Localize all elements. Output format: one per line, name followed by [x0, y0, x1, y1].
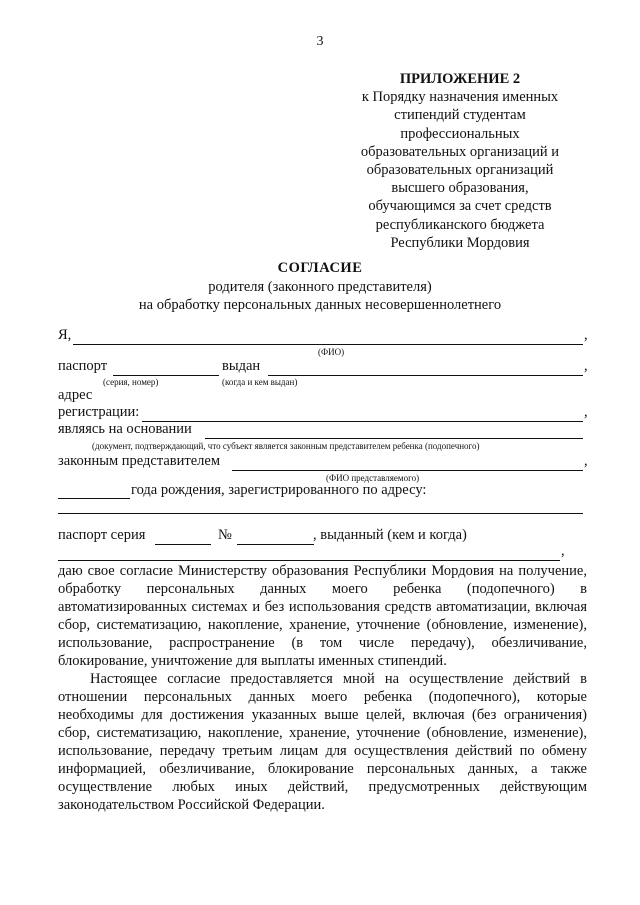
appendix-line: профессиональных — [400, 125, 520, 142]
comma: , — [584, 327, 588, 343]
passport-series-label: паспорт серия — [58, 527, 146, 543]
issued-by-label: , выданный (кем и когда) — [313, 527, 467, 543]
child-fio-hint: (ФИО представляемого) — [326, 473, 420, 483]
comma: , — [584, 358, 588, 374]
page-number: 3 — [316, 34, 324, 49]
passport-series-field[interactable] — [155, 544, 211, 545]
title-subtitle-1: родителя (законного представителя) — [208, 278, 432, 295]
appendix-line: республиканского бюджета — [375, 216, 545, 233]
appendix-line: образовательных организаций и — [360, 143, 560, 160]
when-issued-hint: (когда и кем выдан) — [222, 377, 298, 387]
fio-field[interactable] — [73, 344, 583, 345]
number-sign: № — [218, 527, 232, 543]
appendix-line: обучающимся за счет средств — [368, 198, 552, 215]
legal-representative-label: законным представителем — [58, 453, 221, 469]
consent-paragraph-1: даю свое согласие Министерству образования Республики Мордовия на получение, обработку персональных данных моего ребенка (подопечного) в автоматизированных системах и без использования средств автоматизации, включая сбор, систематизацию, накопление, хранение, уточнение (обновление, изменение), использование, распространение (в том числе передачу), обезличивание, блокирование, уничтожение для выплаты именных стипендий. — [58, 563, 587, 669]
registration-label: регистрации: — [58, 404, 140, 420]
comma: , — [561, 543, 565, 559]
consent-paragraph-2: Настоящее согласие предоставляется мной на осуществление действий в отношении персональных данных моего ребенка (подопечного), которые необходимы для достижения указанных выше целей, включая (без ограничения) сбор, систематизацию, накопление, хранение, уточнение (обновление, изменение), использование, передачу третьим лицам для осуществления действий по обмену информацией, обезличивание, блокирование персональных данных, а также осуществление любых иных действий, предусмотренных действующим законодательством Российской Федерации. — [58, 671, 587, 813]
passport-label: паспорт — [58, 358, 108, 374]
passport-issuer-field[interactable] — [58, 560, 560, 561]
birth-year-field[interactable] — [58, 498, 130, 499]
appendix-line: к Порядку назначения именных — [361, 89, 559, 106]
passport-issued-field[interactable] — [268, 375, 583, 376]
appendix-line: высшего образования, — [391, 180, 529, 197]
appendix-block — [352, 70, 568, 252]
appendix-line: Республики Мордовия — [390, 234, 530, 251]
passport-num-field[interactable] — [237, 544, 314, 545]
title-subtitle-2: на обработку персональных данных несовершеннолетнего — [138, 297, 502, 313]
passport-number-field[interactable] — [113, 375, 219, 376]
child-fio-field[interactable] — [232, 470, 583, 471]
registration-address-field[interactable] — [142, 421, 583, 422]
comma: , — [584, 453, 588, 469]
comma: , — [584, 404, 588, 420]
appendix-line: образовательных организаций — [366, 162, 554, 179]
document-hint: (документ, подтверждающий, что субъект является законным представителем ребенка (подопечного) — [92, 441, 480, 451]
address-label: адрес — [58, 387, 93, 403]
child-address-field[interactable] — [58, 513, 583, 514]
appendix-heading: ПРИЛОЖЕНИЕ 2 — [399, 71, 521, 87]
series-hint: (серия, номер) — [103, 377, 159, 387]
basis-label: являясь на основании — [58, 421, 192, 437]
basis-document-field[interactable] — [205, 438, 583, 439]
appendix-line: стипендий студентам — [394, 107, 526, 124]
document-title — [0, 259, 640, 315]
title-main: СОГЛАСИЕ — [277, 260, 363, 276]
ya-label: Я, — [58, 327, 72, 343]
birth-year-label: года рождения, зарегистрированного по адресу: — [131, 482, 427, 498]
issued-label: выдан — [222, 358, 261, 374]
fio-hint: (ФИО) — [318, 347, 345, 357]
